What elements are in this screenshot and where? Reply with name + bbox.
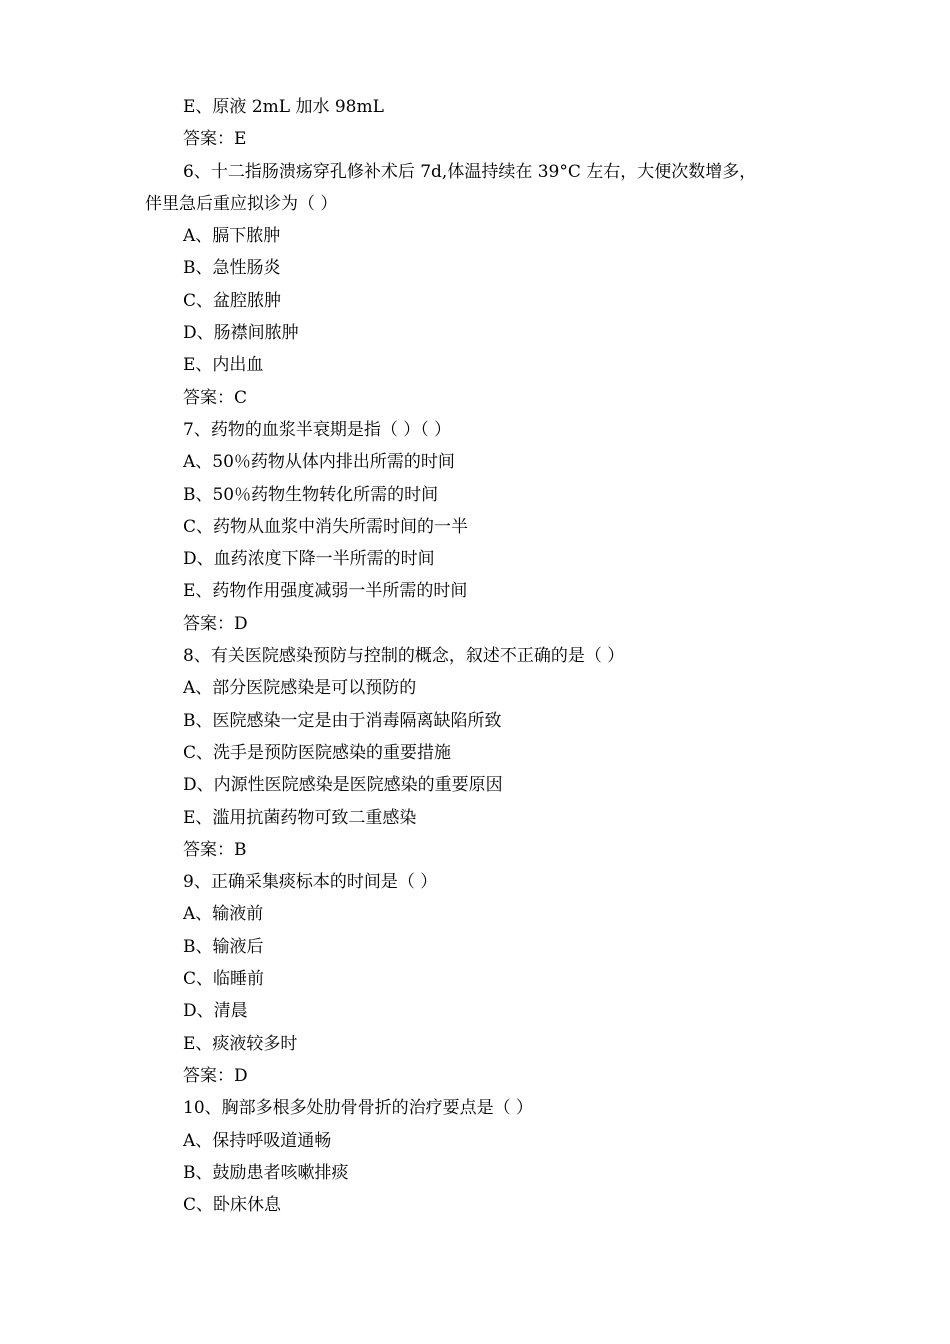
text-line: 10、胸部多根多处肋骨骨折的治疗要点是（ ） (183, 1098, 534, 1119)
text-line: 9、正确采集痰标本的时间是（ ） (183, 872, 438, 893)
text-line: E、滥用抗菌药物可致二重感染 (183, 807, 417, 828)
text-line: E、原液 2mL 加水 98mL (183, 97, 384, 117)
text-line: A、输液前 (183, 904, 264, 925)
text-line: B、医院感染一定是由于消毒隔离缺陷所致 (183, 710, 502, 731)
text-line: D、血药浓度下降一半所需的时间 (183, 549, 435, 570)
text-line: C、临睡前 (183, 969, 265, 990)
text-line: E、内出血 (183, 355, 264, 376)
text-line: B、鼓励患者咳嗽排痰 (183, 1162, 349, 1183)
text-line: 答案：D (183, 613, 248, 634)
text-line: D、清晨 (183, 1001, 248, 1022)
text-line: C、药物从血浆中消失所需时间的一半 (183, 516, 469, 537)
text-line: 答案：E (183, 129, 247, 150)
text-line: C、洗手是预防医院感染的重要措施 (183, 742, 452, 763)
text-line: 答案：B (183, 839, 247, 860)
text-line: A、保持呼吸道通畅 (183, 1130, 332, 1151)
document-body (145, 91, 825, 1221)
text-line: C、卧床休息 (183, 1195, 282, 1216)
text-line: 8、有关医院感染预防与控制的概念，叙述不正确的是（ ） (183, 646, 625, 667)
text-line: B、输液后 (183, 936, 264, 957)
text-line: D、肠襟间脓肿 (183, 323, 299, 344)
text-line: 答案：D (183, 1065, 248, 1086)
text-line: E、痰液较多时 (183, 1033, 298, 1054)
text-line: 7、药物的血浆半衰期是指（ ）（ ） (183, 419, 452, 440)
text-line: A、50％药物从体内排出所需的时间 (183, 452, 455, 473)
text-line: B、50％药物生物转化所需的时间 (183, 484, 439, 505)
text-line: A、膈下脓肿 (183, 226, 281, 247)
text-line: 答案：C (183, 387, 248, 408)
text-line: E、药物作用强度减弱一半所需的时间 (183, 581, 468, 602)
text-line: D、内源性医院感染是医院感染的重要原因 (183, 775, 503, 796)
text-line: B、急性肠炎 (183, 258, 281, 279)
text-line: 6、十二指肠溃疡穿孔修补术后 7d,体温持续在 39°C 左右，大便次数增多， (183, 161, 757, 182)
text-line: A、部分医院感染是可以预防的 (183, 678, 417, 699)
text-line: C、盆腔脓肿 (183, 290, 282, 311)
text-line: 伴里急后重应拟诊为（ ） (145, 193, 338, 214)
